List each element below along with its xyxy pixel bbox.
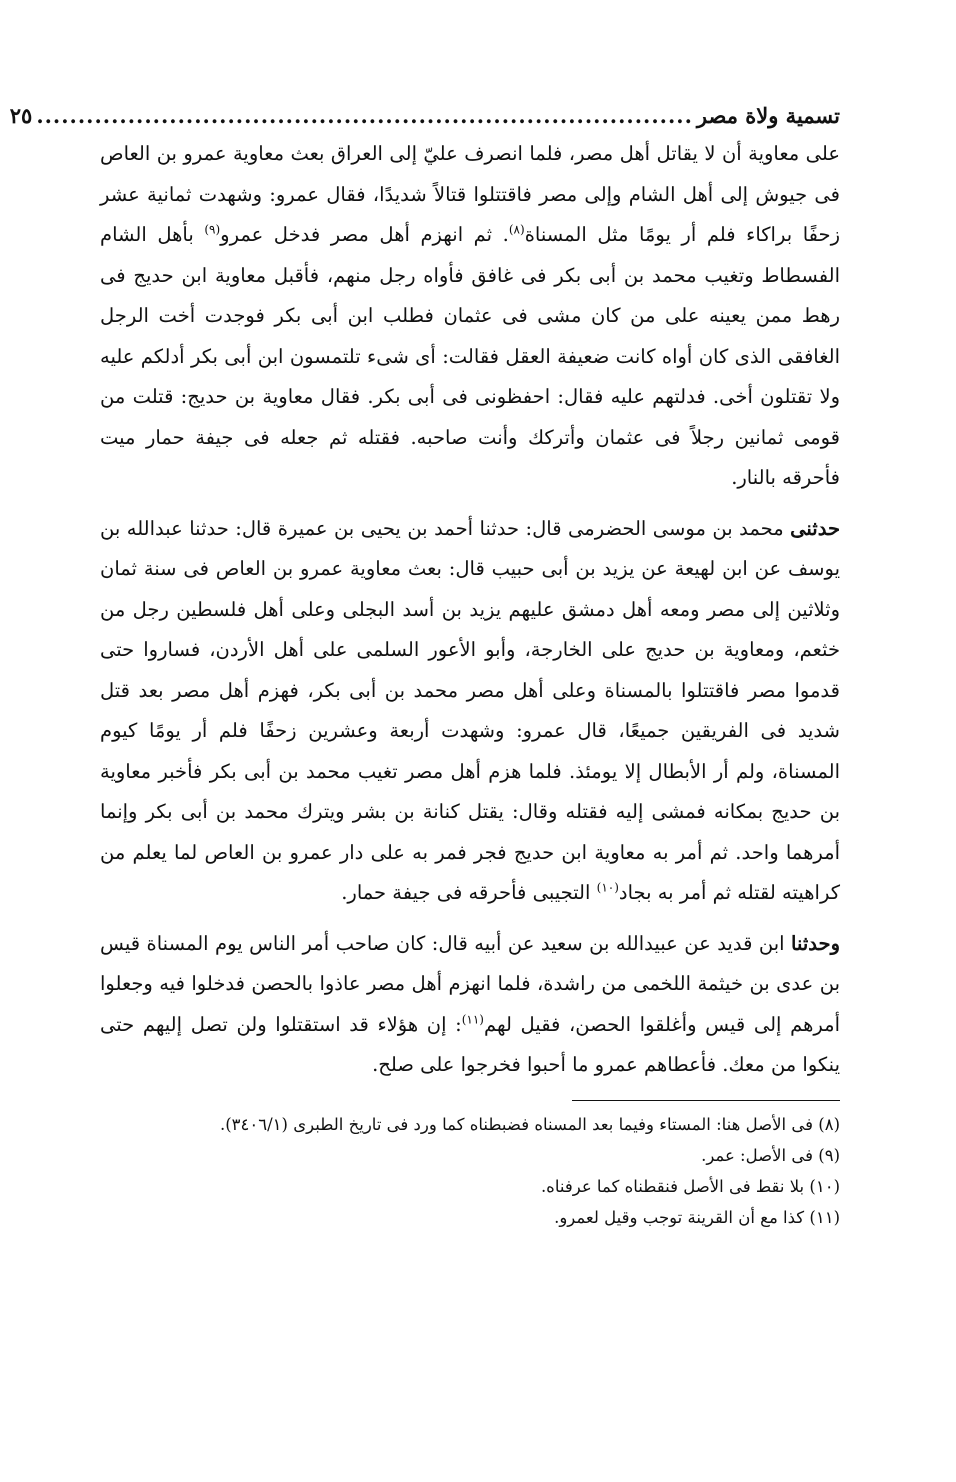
footnote: (١٠) بلا نقط فى الأصل فنقطناه كما عرفناه.: [540, 1176, 840, 1196]
footnote: (١١) كذا مع أن القرينة توجب وقيل لعمرو.: [554, 1207, 840, 1227]
paragraph: [100, 924, 840, 1086]
running-header: [9, 88, 840, 128]
paragraph-text: : إن هؤلاء قد استقتلوا ولن تصل إليهم حتى ينكوا من معك. فأعطاهم عمرو ما أحبوا فخرجوا على صلح.: [100, 1012, 840, 1076]
book-page: [9, 88, 840, 1233]
paragraph-lead: حدثنى: [790, 516, 840, 540]
main-text: [100, 134, 840, 1086]
footnote-separator: [572, 1100, 840, 1101]
paragraph: [100, 134, 840, 499]
footnote: (٨) فى الأصل هنا: المستاء وفيما بعد المسناه فضبطناه كما ورد فى تاريخ الطبرى (٣٤٠٦/١).: [219, 1114, 840, 1134]
footnote-ref: (١١): [461, 1012, 484, 1026]
running-title: تسمية ولاة مصر: [696, 103, 840, 128]
page-number: ٢٥: [9, 103, 33, 128]
paragraph-text: التجيبى فأحرقه فى جيفة حمار.: [341, 881, 597, 904]
footnote-ref: (٨): [508, 222, 525, 237]
paragraph-text: على معاوية أن لا يقاتل أهل مصر، فلما انصرف عليّ إلى العراق بعث معاوية عمرو بن العاص فى جيوش إلى أهل الشام وإلى مصر فاقتتلوا قتالاً شديدًا، فقال عمرو: وشهدت ثمانية عشر زحفًا براكاء فلم أر يومًا مثل المسناة: [100, 142, 840, 246]
paragraph-lead: وحدثنا: [791, 931, 840, 955]
paragraph-text: محمد بن موسى الحضرمى قال: حدثنا أحمد بن يحيى بن عميرة قال: حدثنا عبدالله بن يوسف عن ابن لهيعة عن يزيد بن أبى حبيب قال: بعث معاوية عمرو بن العاص فى سنة ثمان وثلاثين إلى مصر ومعه أهل دمشق عليهم يزيد بن أسد البجلى وعلى أهل فلسطين رجل من خثعم، ومعاوية بن حديج على الخارجة، وأبو الأعور السلمى على أهل الأردن، فساروا حتى قدموا مصر فاقتتلوا بالمسناة وعلى أهل مصر محمد بن أبى بكر، فهزم أهل مصر بعد قتل شديد فى الفريقين جميعًا، قال عمرو: وشهدت أربعة وعشرين زحفًا فلم أر يومًا كيوم المسناة، ولم أر الأبطال إلا يومئذ. فلما هزم أهل مصر تغيب محمد بن أبى بكر فأخبر معاوية بن حديج بمكانه فمشى إليه فقتله وقال: يقتل كنانة بن بشر ويترك محمد بن أبى بكر وإنما أمرهما واحد. ثم أمر به معاوية ابن حديج فجر فمر به على دار عمرو بن العاص لما يعلم من كراهيته لقتله ثم أمر به بجاد: [100, 516, 840, 904]
footnote-ref: (١٠): [596, 880, 619, 895]
paragraph-text: ابن قديد عن عبيدالله بن سعيد عن أبيه قال: كان صاحب أمر الناس يوم المسناة قيس بن عدى بن خيثمة اللخمى من راشدة، فلما انهزم أهل مصر عاذوا بالحصن فدخلوا فيه وجعلوا أمرهم إلى قيس وأغلقوا الحصن، فقيل لهم: [100, 931, 840, 1036]
footnote: (٩) فى الأصل: عمر.: [701, 1145, 840, 1165]
paragraph-text: بأهل الشام الفسطاط وتغيب محمد بن أبى بكر فى غافق فأواه رجل منهم، فأقبل معاوية ابن حديج فى رهط ممن يعينه على من كان مشى فى عثمان فطلب ابن أبى بكر فوجدت أخت الرجل الغافقى الذى كان أواه كانت ضعيفة العقل فقالت: أى شىء تلتمسون ابن أبى بكر أدلكم عليه ولا تقتلون أخى. فدلتهم عليه فقال: احفظونى فى أبى بكر. فقال معاوية بن حديج: قتلت من قومى ثمانين رجلاً فى عثمان وأتركك وأنت صاحبه. فقتله ثم جعله فى جيفة حمار ميت فأحرقه بالنار.: [100, 223, 840, 489]
paragraph: [100, 509, 840, 914]
footnotes: [100, 1109, 840, 1233]
paragraph-text: . ثم انهزم أهل مصر فدخل عمرو: [220, 223, 509, 246]
footnote-ref: (٩): [204, 222, 221, 237]
leader-dots: ...............................................................................: [36, 103, 693, 128]
